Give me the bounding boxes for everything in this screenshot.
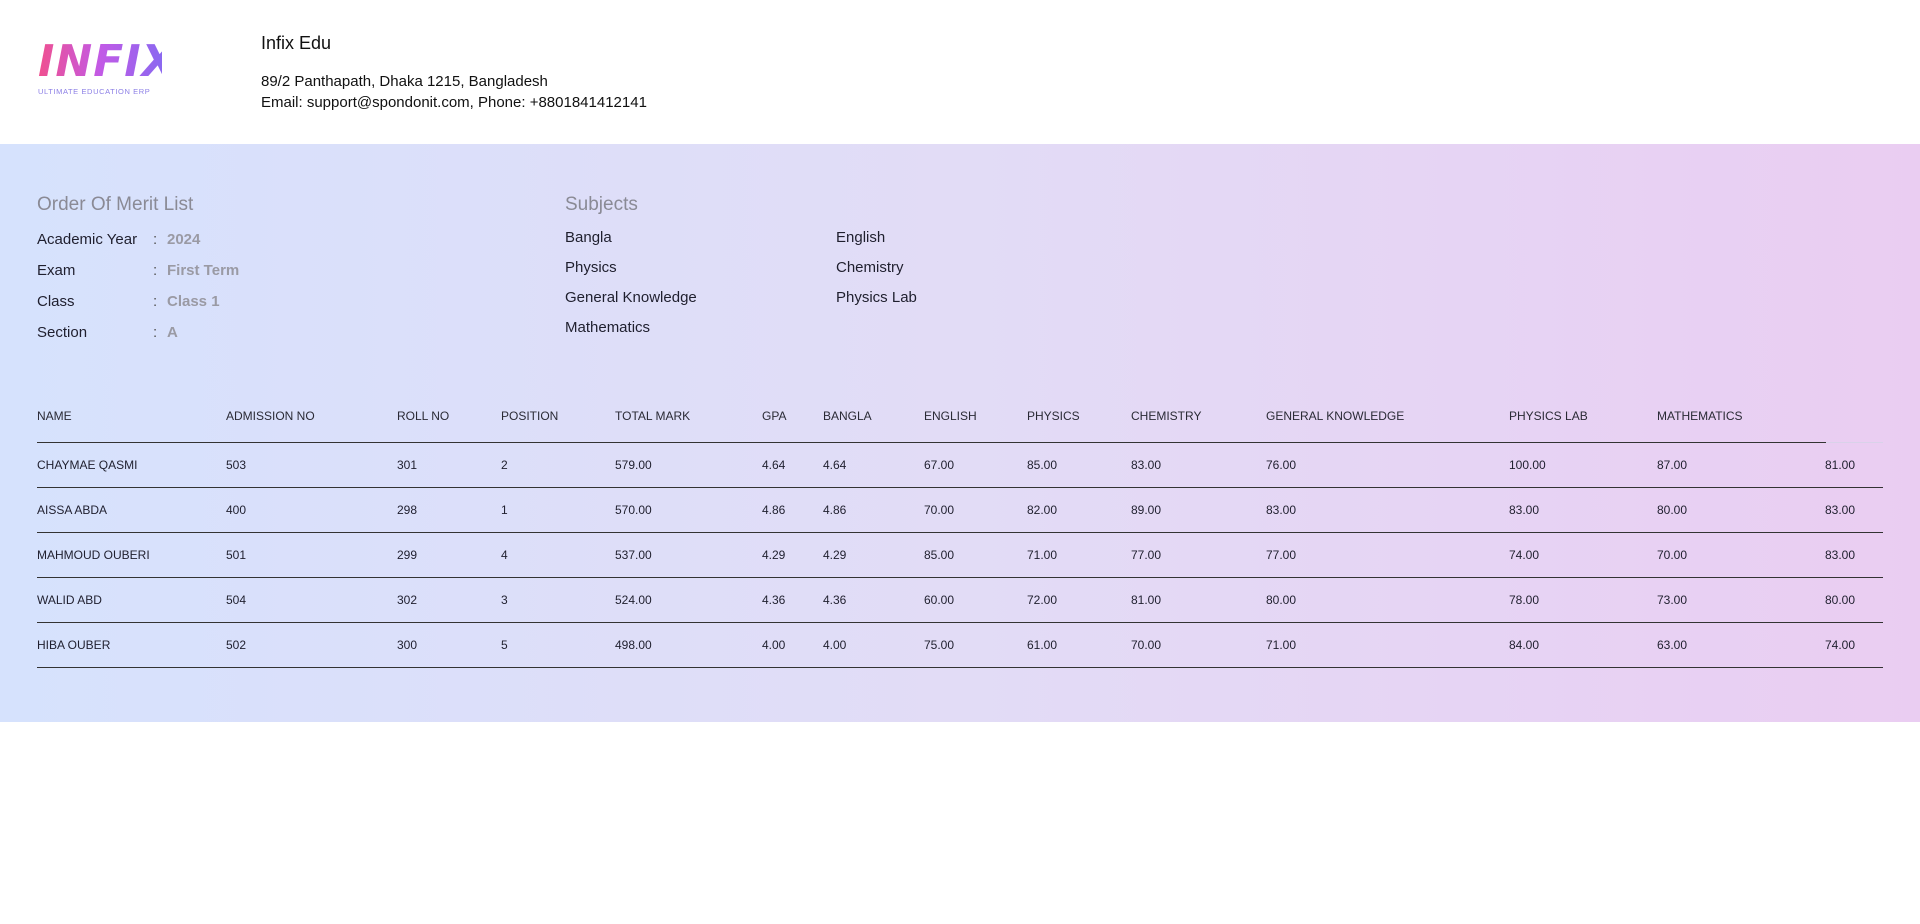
- table-cell: 71.00: [1266, 638, 1297, 652]
- table-cell: 84.00: [1509, 638, 1540, 652]
- table-cell: 5: [501, 638, 508, 652]
- table-cell: 570.00: [615, 503, 652, 517]
- table-cell: 4.86: [762, 503, 786, 517]
- column-header-bangla: BANGLA: [823, 409, 872, 423]
- table-cell: 2: [501, 458, 508, 472]
- column-header-gpa: GPA: [762, 409, 787, 423]
- table-cell: 81.00: [1825, 458, 1856, 472]
- column-header-english: ENGLISH: [924, 409, 977, 423]
- subject-item: Bangla: [565, 229, 612, 246]
- info-value: 2024: [167, 230, 201, 248]
- table-row: [37, 533, 1883, 578]
- table-cell: 301: [397, 458, 418, 472]
- table-cell: 4.29: [762, 548, 786, 562]
- school-logo: [38, 36, 177, 98]
- table-row: [37, 488, 1883, 533]
- table-cell: 70.00: [1657, 548, 1688, 562]
- table-cell: 4.86: [823, 503, 847, 517]
- table-cell: 89.00: [1131, 503, 1162, 517]
- subject-item: Physics: [565, 259, 617, 276]
- table-cell: 82.00: [1027, 503, 1058, 517]
- table-cell: 70.00: [1131, 638, 1162, 652]
- logo-wordmark: INFIX: [38, 36, 177, 87]
- table-cell: 83.00: [1131, 458, 1162, 472]
- column-header-total-mark: TOTAL MARK: [615, 409, 691, 423]
- table-cell: 4.29: [823, 548, 847, 562]
- table-cell: 4.36: [762, 593, 786, 607]
- table-cell: 70.00: [924, 503, 955, 517]
- table-cell: 300: [397, 638, 418, 652]
- table-cell: 71.00: [1027, 548, 1058, 562]
- table-cell: 63.00: [1657, 638, 1688, 652]
- table-cell: 4.36: [823, 593, 847, 607]
- table-cell: 501: [226, 548, 247, 562]
- table-cell: MAHMOUD OUBERI: [37, 548, 150, 562]
- table-cell: 503: [226, 458, 247, 472]
- info-row-exam: [37, 260, 239, 280]
- column-header-physics: PHYSICS: [1027, 409, 1080, 423]
- table-cell: 80.00: [1657, 503, 1688, 517]
- table-row: [37, 443, 1883, 488]
- table-cell: WALID ABD: [37, 593, 102, 607]
- table-cell: 100.00: [1509, 458, 1546, 472]
- table-cell: 77.00: [1266, 548, 1297, 562]
- table-cell: 83.00: [1825, 503, 1856, 517]
- table-cell: 85.00: [924, 548, 955, 562]
- school-address: 89/2 Panthapath, Dhaka 1215, Bangladesh: [261, 73, 548, 90]
- info-row-class: [37, 291, 220, 311]
- info-row-academic-year: [37, 229, 200, 249]
- column-header-position: POSITION: [501, 409, 559, 423]
- merit-list-panel: [0, 144, 1920, 722]
- table-cell: 75.00: [924, 638, 955, 652]
- table-cell: 83.00: [1825, 548, 1856, 562]
- info-label: Exam: [37, 261, 76, 279]
- column-header-name: NAME: [37, 409, 72, 423]
- info-separator: :: [153, 292, 158, 310]
- table-cell: 400: [226, 503, 247, 517]
- report-header: [0, 0, 1920, 144]
- info-label: Academic Year: [37, 230, 138, 248]
- column-header-roll-no: ROLL NO: [397, 409, 450, 423]
- table-cell: 3: [501, 593, 508, 607]
- table-cell: 4.64: [823, 458, 847, 472]
- info-value: First Term: [167, 261, 240, 279]
- subject-item: General Knowledge: [565, 289, 697, 306]
- table-cell: HIBA OUBER: [37, 638, 111, 652]
- table-cell: 1: [501, 503, 508, 517]
- table-row: [37, 623, 1883, 668]
- table-cell: 87.00: [1657, 458, 1688, 472]
- table-cell: 80.00: [1266, 593, 1297, 607]
- subject-item: Chemistry: [836, 259, 904, 276]
- table-cell: 85.00: [1027, 458, 1058, 472]
- subject-item: Physics Lab: [836, 289, 917, 306]
- table-cell: 67.00: [924, 458, 955, 472]
- table-cell: 579.00: [615, 458, 652, 472]
- table-cell: 74.00: [1509, 548, 1540, 562]
- table-cell: 498.00: [615, 638, 652, 652]
- table-cell: 81.00: [1131, 593, 1162, 607]
- info-label: Class: [37, 292, 75, 310]
- column-header-physics-lab: PHYSICS LAB: [1509, 409, 1588, 423]
- column-header-admission-no: ADMISSION NO: [226, 409, 315, 423]
- table-cell: 83.00: [1266, 503, 1297, 517]
- school-contact: Email: support@spondonit.com, Phone: +8801841412141: [261, 94, 647, 111]
- table-cell: 4.64: [762, 458, 786, 472]
- table-cell: 4.00: [762, 638, 786, 652]
- table-cell: 60.00: [924, 593, 955, 607]
- info-separator: :: [153, 230, 158, 248]
- info-label: Section: [37, 323, 88, 341]
- table-cell: 78.00: [1509, 593, 1540, 607]
- subject-item: English: [836, 229, 886, 246]
- subjects-title: Subjects: [565, 194, 638, 215]
- table-cell: 74.00: [1825, 638, 1856, 652]
- table-cell: 76.00: [1266, 458, 1297, 472]
- merit-list-title: Order Of Merit List: [37, 194, 194, 215]
- table-cell: 4.00: [823, 638, 847, 652]
- table-cell: 77.00: [1131, 548, 1162, 562]
- table-cell: 504: [226, 593, 247, 607]
- table-cell: CHAYMAE QASMI: [37, 458, 138, 472]
- table-cell: 298: [397, 503, 418, 517]
- column-header-general-knowledge: GENERAL KNOWLEDGE: [1266, 409, 1405, 423]
- table-cell: 4: [501, 548, 508, 562]
- info-value: A: [167, 323, 178, 341]
- table-cell: 537.00: [615, 548, 652, 562]
- table-cell: 72.00: [1027, 593, 1058, 607]
- info-value: Class 1: [167, 292, 220, 310]
- table-cell: 302: [397, 593, 418, 607]
- table-cell: 61.00: [1027, 638, 1058, 652]
- info-row-section: [37, 322, 178, 342]
- info-separator: :: [153, 261, 158, 279]
- table-cell: 524.00: [615, 593, 652, 607]
- school-name: Infix Edu: [261, 33, 332, 53]
- table-row: [37, 578, 1883, 623]
- table-cell: 83.00: [1509, 503, 1540, 517]
- table-cell: 73.00: [1657, 593, 1688, 607]
- column-header-chemistry: CHEMISTRY: [1131, 409, 1202, 423]
- table-cell: 502: [226, 638, 247, 652]
- table-cell: 299: [397, 548, 418, 562]
- column-header-mathematics: MATHEMATICS: [1657, 409, 1743, 423]
- info-separator: :: [153, 323, 158, 341]
- logo-tagline: ULTIMATE EDUCATION ERP: [38, 87, 151, 96]
- table-cell: 80.00: [1825, 593, 1856, 607]
- table-cell: AISSA ABDA: [37, 503, 108, 517]
- subject-item: Mathematics: [565, 319, 651, 336]
